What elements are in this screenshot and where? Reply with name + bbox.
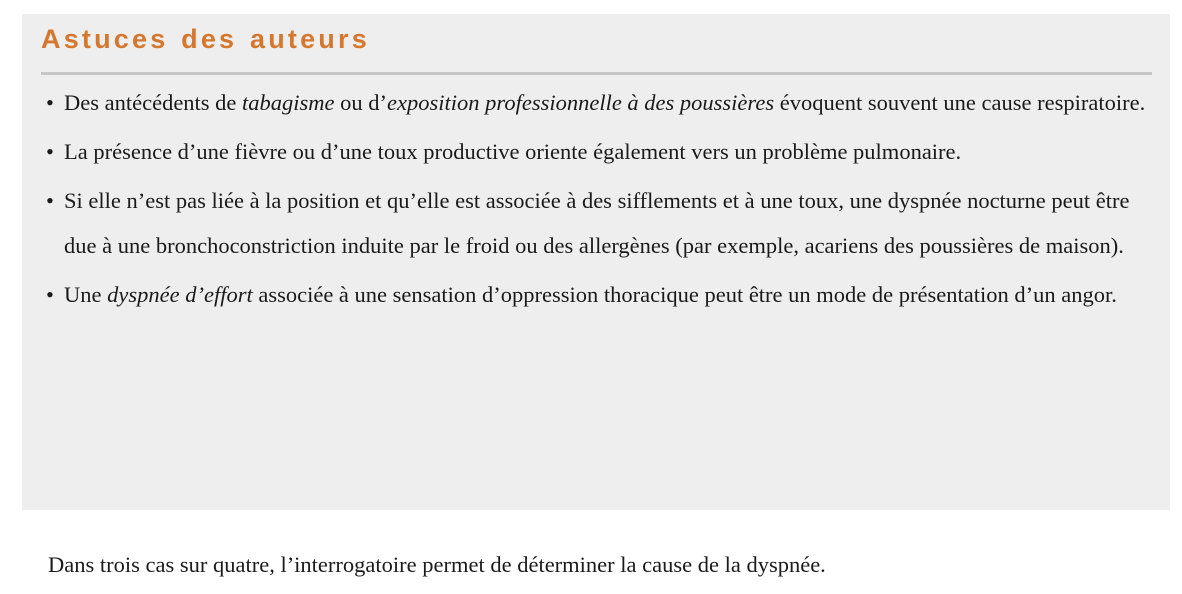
- tip-text: Si elle n’est pas liée à la position et qu’elle est associée à des sifflements et à une toux, une dyspnée nocturne peut être due à une bronchoconstriction induite par le froid ou des allergènes (par exemple, acariens des poussières de maison).: [64, 188, 1130, 258]
- tip-text: Des antécédents de: [64, 90, 243, 115]
- bullet-icon: •: [46, 188, 54, 213]
- tip-text: La présence d’une fièvre ou d’une toux productive oriente également vers un problème pulmonaire.: [64, 139, 962, 164]
- tips-list: [46, 80, 1146, 321]
- tip-emphasis: tabagisme: [242, 90, 335, 115]
- tip-item-4: [46, 272, 1146, 317]
- tips-title: Astuces des auteurs: [41, 24, 370, 54]
- tip-item-3: [46, 178, 1146, 268]
- body-paragraph: Dans trois cas sur quatre, l’interrogatoire permet de déterminer la cause de la dyspnée.: [48, 552, 826, 577]
- tip-emphasis: exposition professionnelle à des poussières: [387, 90, 775, 115]
- authors-tips-box: [22, 14, 1170, 510]
- tip-text: ou d’: [334, 90, 388, 115]
- bullet-icon: •: [46, 139, 54, 164]
- tip-item-2: [46, 129, 1146, 174]
- bullet-icon: •: [46, 90, 54, 115]
- title-divider: [41, 72, 1152, 75]
- tip-emphasis: dyspnée d’effort: [107, 282, 253, 307]
- tip-item-1: [46, 80, 1146, 125]
- bullet-icon: •: [46, 282, 54, 307]
- tip-text: associée à une sensation d’oppression thoracique peut être un mode de présentation d’un angor.: [252, 282, 1117, 307]
- tip-text: évoquent souvent une cause respiratoire.: [774, 90, 1146, 115]
- tip-text: Une: [64, 282, 108, 307]
